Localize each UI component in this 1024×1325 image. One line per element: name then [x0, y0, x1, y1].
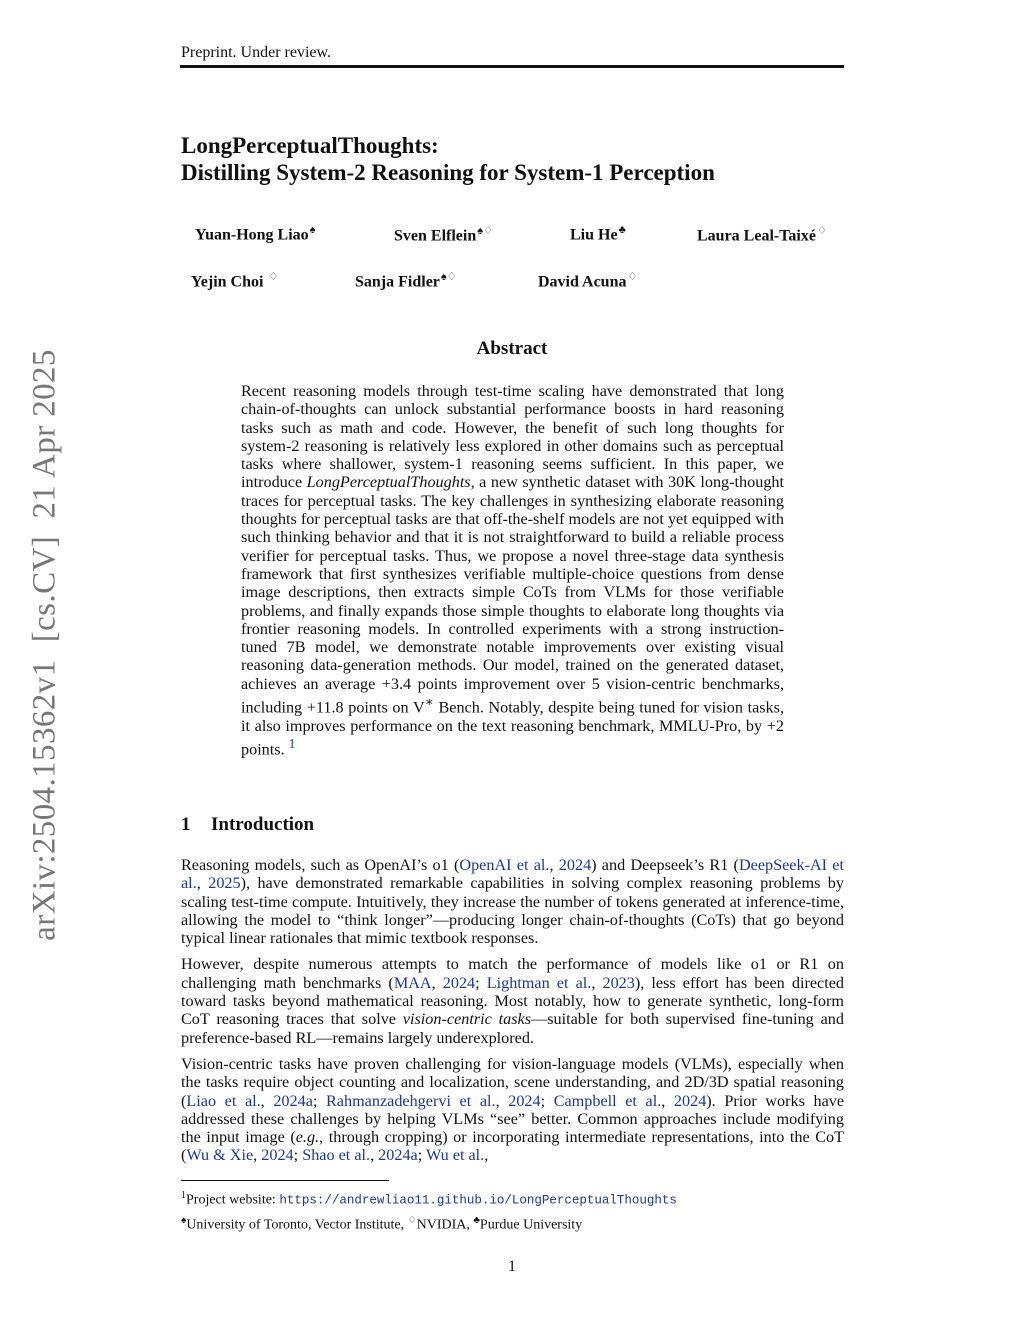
affiliations [181, 1211, 677, 1236]
citation-link[interactable]: Wu et al. [426, 1146, 485, 1165]
section-number: 1 [181, 814, 191, 835]
citation-link[interactable]: OpenAI et al. [459, 856, 550, 874]
author-7 [538, 270, 637, 291]
footnote-link[interactable]: 1 [288, 736, 296, 752]
dataset-name: LongPerceptualThoughts [306, 473, 471, 492]
abstract-text-1: Recent reasoning models through test-time scaling have demonstrated that long chain-of-thoughts can unlock substantial performance boosts in hard reasoning tasks such as math and code. However, the benefit of such long thoughts for system-2 reasoning is relatively less explored in other domains such as perceptual tasks where shallower, system-1 reasoning seems sufficient. In this paper, we introduce [241, 382, 784, 492]
citation-link[interactable]: 2024a [378, 1146, 418, 1165]
paragraph-text: ; [417, 1146, 426, 1165]
paragraph-text: ). Prior works have addressed these challenges by helping VLMs “see” better. Common approaches include modifying the input image ( [181, 1091, 845, 1147]
emphasis-text: e.g. [295, 1128, 320, 1147]
author-affiliation-marks: ♢ [816, 225, 827, 237]
page-number: 1 [508, 1258, 516, 1275]
author-2 [394, 224, 493, 245]
paragraph-text: ), less effort has been directed toward tasks beyond mathematical reasoning. Most notably, how to generate synthetic, long-form CoT reasoning traces that solve [181, 973, 845, 1029]
abstract-paragraph [241, 382, 784, 759]
paragraph-text: , [591, 973, 603, 992]
paragraph-text: , [484, 1146, 489, 1165]
citation-link[interactable]: 2024 [558, 856, 592, 874]
affiliation-nvidia: NVIDIA, [416, 1217, 474, 1233]
author-1 [195, 224, 316, 244]
author-4 [697, 224, 827, 245]
paragraph-text: —suitable for both supervised fine-tuning and preference-based RL—remains largely underexplored. [181, 1010, 844, 1047]
citation-link[interactable]: 2023 [602, 973, 635, 992]
intro-paragraph-1 [181, 856, 844, 947]
citation-link[interactable]: 2024 [442, 973, 476, 992]
author-name: Yejin Choi [191, 273, 264, 291]
paragraph-text: ; [475, 973, 487, 992]
footnotes [181, 1186, 677, 1235]
author-affiliation-marks: ♣ [618, 224, 626, 236]
intro-paragraph-3 [181, 1055, 844, 1165]
citation-link[interactable]: Rahmanzadehgervi et al. [326, 1091, 496, 1110]
title-line-2: Distilling System-2 Reasoning for System-1 Perception [181, 160, 715, 185]
arxiv-stamp: arXiv:2504.15362v1 [cs.CV] 21 Apr 2025 [26, 349, 63, 941]
affiliation-purdue: Purdue University [479, 1217, 583, 1233]
footnote-rule [181, 1180, 389, 1181]
author-name: David Acuna [538, 273, 627, 291]
running-header: Preprint. Under review. [181, 44, 332, 61]
vstar-superscript: ∗ [424, 694, 434, 710]
intro-body [181, 856, 844, 1173]
spade-mark: ♠ [181, 1214, 187, 1226]
footnote-mark: 1 [181, 1190, 186, 1201]
citation-link[interactable]: 2024 [261, 1146, 294, 1165]
paragraph-text: ; [540, 1091, 554, 1110]
section-title: Introduction [211, 814, 315, 835]
citation-link[interactable]: 2024a [273, 1091, 313, 1110]
citation-link[interactable]: Campbell et al. [553, 1091, 662, 1110]
author-affiliation-marks: ♠♢ [477, 225, 493, 237]
paragraph-text: Vision-centric tasks have proven challenging for vision-language models (VLMs), especially when the tasks require object counting and localization, scene understanding, and 2D/3D spatial reasoning ( [181, 1054, 844, 1110]
paragraph-text: ; [312, 1091, 326, 1110]
citation-link[interactable]: DeepSeek-AI et al. [181, 856, 844, 893]
section-heading [181, 814, 314, 836]
citation-link[interactable]: 2025 [208, 874, 241, 893]
author-name: Yuan-Hong Liao [195, 226, 309, 244]
title-line-1: LongPerceptualThoughts: [181, 133, 439, 158]
paragraph-text: , [549, 856, 559, 874]
paragraph-text: However, despite numerous attempts to match the performance of models like o1 or R1 on challenging math benchmarks ( [181, 955, 844, 992]
citation-link[interactable]: Liao et al. [186, 1091, 261, 1110]
paragraph-text: ; [293, 1146, 303, 1165]
header-rule [180, 65, 844, 68]
paragraph-text: , [196, 874, 209, 893]
footnote-1 [181, 1186, 677, 1211]
emphasis-text: vision-centric tasks [402, 1010, 532, 1029]
author-name: Sven Elflein [394, 227, 477, 245]
intro-paragraph-2 [181, 955, 844, 1046]
author-name: Sanja Fidler [355, 273, 440, 291]
citation-link[interactable]: Lightman et al. [486, 973, 592, 992]
author-3 [570, 224, 626, 244]
author-name: Liu He [570, 226, 618, 244]
author-affiliation-marks: ♢ [268, 271, 279, 283]
paragraph-text: ), have demonstrated remarkable capabilities in solving complex reasoning problems by scaling test-time compute. Intuitively, they increase the number of tokens generated at inference-time, allowing the model to “think longer”—producing longer chain-of-thoughts (CoTs) that go beyond typical linear rationales that mimic textbook responses. [181, 874, 844, 948]
author-name: Laura Leal-Taixé [697, 227, 816, 245]
affiliation-toronto: University of Toronto, Vector Institute, [186, 1217, 408, 1233]
abstract-heading: Abstract [476, 338, 548, 359]
author-5 [191, 270, 278, 291]
paragraph-text: , [260, 1091, 274, 1110]
paragraph-text: ) and Deepseek’s R1 ( [591, 856, 739, 874]
citation-link[interactable]: Shao et al. [302, 1146, 371, 1165]
citation-link[interactable]: Wu & Xie [186, 1146, 254, 1165]
author-affiliation-marks: ♠♢ [440, 271, 457, 283]
paragraph-text: , through cropping) or incorporating intermediate representations, into the CoT ( [181, 1128, 844, 1165]
paper-title [181, 132, 715, 186]
diamond-mark: ♢ [407, 1214, 417, 1226]
citation-link[interactable]: 2024 [673, 1091, 707, 1110]
citation-link[interactable]: MAA [393, 973, 432, 992]
abstract-text-3: Bench. Notably, despite being tuned for vision tasks, it also improves performance on the text reasoning benchmark, MMLU-Pro, by +2 points. [241, 698, 784, 759]
project-website-link[interactable]: https://andrewliao11.github.io/LongPerceptualThoughts [279, 1193, 677, 1208]
paragraph-text: Reasoning models, such as OpenAI’s o1 ( [181, 856, 460, 874]
abstract-body [241, 382, 784, 759]
paragraph-text: , [370, 1146, 379, 1165]
citation-link[interactable]: 2024 [508, 1091, 541, 1110]
footnote-label: Project website: [186, 1192, 280, 1208]
author-affiliation-marks: ♠ [309, 224, 316, 236]
paragraph-text: , [495, 1091, 509, 1110]
paragraph-text: , [431, 973, 443, 992]
abstract-text-2: , a new synthetic dataset with 30K long-thought traces for perceptual tasks. The key challenges in synthesizing elaborate reasoning thoughts for perceptual tasks are that off-the-shelf models are not yet equipped with such thinking behavior and that it is not straightforward to build a reliable process verifier for perceptual tasks. Thus, we propose a novel three-stage data synthesis framework that first synthesizes verifiable multiple-choice questions from dense image descriptions, then extracts simple CoTs from VLMs for those verifiable problems, and finally expands those simple thoughts to elaborate long thoughts via frontier reasoning models. In controlled experiments with a strong instruction-tuned 7B model, we demonstrate notable improvements over existing visual reasoning data-generation methods. Our model, trained on the generated dataset, achieves an average +3.4 points improvement over 5 vision-centric benchmarks, including +11.8 points on V [241, 473, 784, 717]
paragraph-text: , [253, 1146, 262, 1165]
author-affiliation-marks: ♢ [627, 271, 638, 283]
paragraph-text: , [661, 1091, 674, 1110]
club-mark: ♣ [473, 1214, 480, 1226]
author-6 [355, 270, 457, 291]
